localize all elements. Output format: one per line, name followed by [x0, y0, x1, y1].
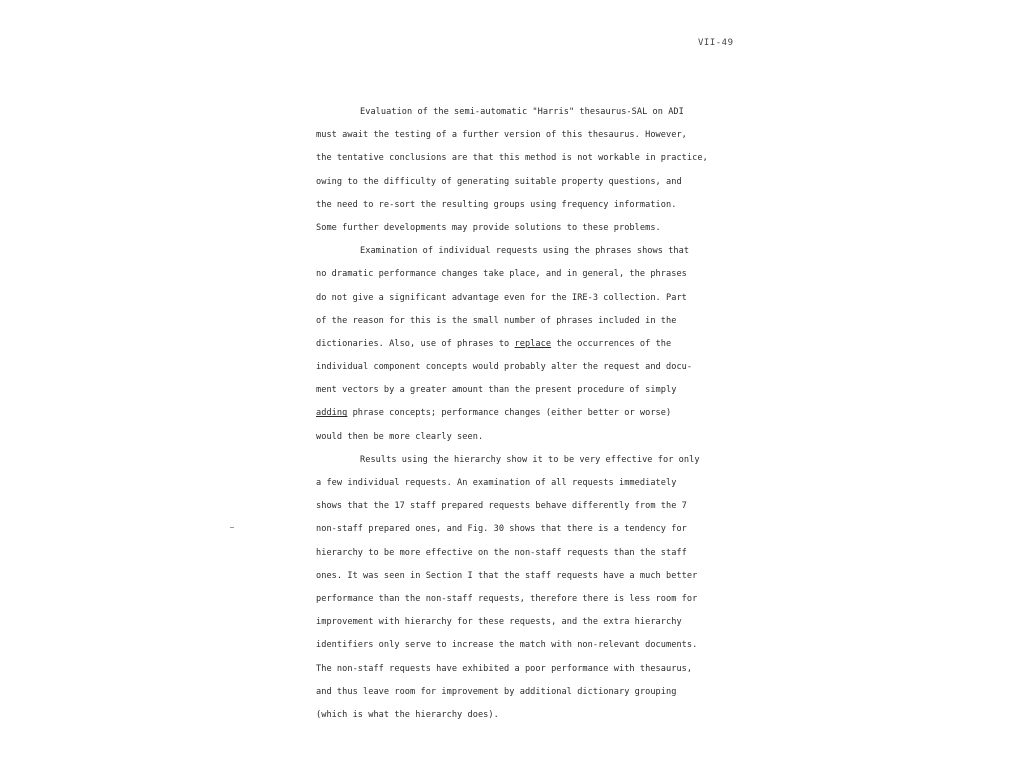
- text-line: shows that the 17 staff prepared requests behave differently from the 7: [316, 501, 687, 512]
- text-line: (which is what the hierarchy does).: [316, 709, 499, 720]
- paragraph-3: [316, 449, 736, 727]
- text-segment: the occurrences of the: [551, 338, 672, 349]
- emphasized-word: replace: [514, 338, 552, 349]
- text-line: owing to the difficulty of generating suitable property questions, and: [316, 176, 682, 187]
- text-line: no dramatic performance changes take place, and in general, the phrases: [316, 269, 687, 280]
- scan-artifact: [230, 527, 234, 528]
- text-line: the tentative conclusions are that this method is not workable in practice,: [316, 153, 708, 164]
- text-line: do not give a significant advantage even for the IRE-3 collection. Part: [316, 292, 687, 303]
- text-line: The non-staff requests have exhibited a poor performance with thesaurus,: [316, 663, 693, 674]
- text-segment: phrase concepts; performance changes (either better or worse): [352, 408, 672, 419]
- text-line: a few individual requests. An examination of all requests immediately: [316, 478, 677, 488]
- text-segment: dictionaries. Also, use of phrases to: [316, 338, 510, 349]
- text-line: non-staff prepared ones, and Fig. 30 shows that there is a tendency for: [316, 524, 687, 535]
- text-line: of the reason for this is the small number of phrases included in the: [316, 315, 677, 326]
- text-line: improvement with hierarchy for these requests, and the extra hierarchy: [316, 617, 682, 628]
- text-line: individual component concepts would probably alter the request and docu-: [316, 362, 693, 373]
- body-text: [316, 101, 736, 727]
- text-line: performance than the non-staff requests, therefore there is less room for: [316, 593, 698, 604]
- text-line: Evaluation of the semi-automatic "Harris" thesaurus-SAL on ADI: [360, 107, 684, 117]
- text-line: must await the testing of a further version of this thesaurus. However,: [316, 130, 687, 141]
- text-line: ment vectors by a greater amount than the present procedure of simply: [316, 385, 677, 396]
- text-line: [316, 333, 736, 356]
- text-line: and thus leave room for improvement by additional dictionary grouping: [316, 686, 677, 697]
- paragraph-1: [316, 101, 736, 240]
- text-line: hierarchy to be more effective on the non-staff requests than the staff: [316, 547, 687, 558]
- text-line: Results using the hierarchy show it to be very effective for only: [360, 454, 700, 465]
- text-line: would then be more clearly seen.: [316, 431, 484, 442]
- page-number: VII-49: [698, 38, 734, 48]
- paragraph-2: [316, 240, 736, 449]
- text-line: the need to re-sort the resulting groups using frequency information.: [316, 199, 677, 210]
- text-line: identifiers only serve to increase the match with non-relevant documents.: [316, 640, 698, 651]
- text-line: Some further developments may provide solutions to these problems.: [316, 222, 661, 233]
- text-line: Examination of individual requests using the phrases shows that: [360, 246, 690, 257]
- text-line: ones. It was seen in Section I that the staff requests have a much better: [316, 570, 698, 581]
- emphasized-word: adding: [316, 408, 348, 419]
- text-line: [316, 402, 736, 425]
